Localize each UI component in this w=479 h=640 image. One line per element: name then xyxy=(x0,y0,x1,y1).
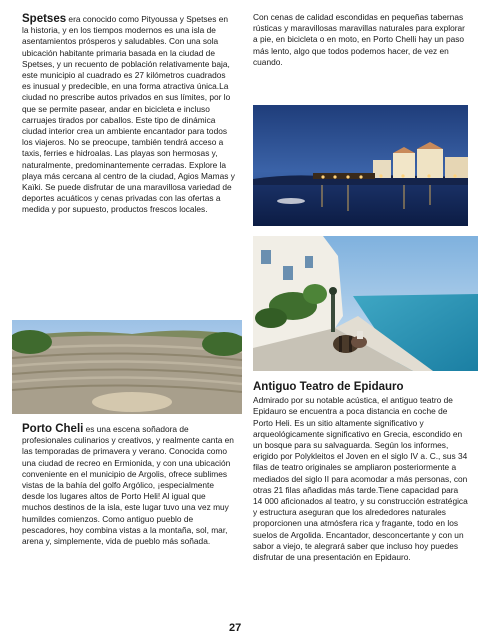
page-number: 27 xyxy=(229,622,242,634)
porto-cheli-text: es una escena soñadora de profesionales culinarios y creativos, y realmente canta en las temporadas de primavera y verano. Conocida como una ciudad de recreo en Ermionida, y con una ubicación conveniente en el municipio de Argolis, ofrece sublimes vistas de la bahía del golfo Argólico, ¡especialmente desde los lugares altos de Porto Heli! Al igual que muchos destinos de la isla, este lugar tuvo una vez muy humildes comienzos. Como antiguo pueblo de pescadores, hoy combina vistas a la montaña, sol, mar, arena y, simplemente, vida de pueblo más soñada. xyxy=(22,424,234,547)
night-harbor-photo xyxy=(253,105,468,226)
epidauro-title: Antiguo Teatro de Epidauro xyxy=(253,381,404,393)
spetses-title: Spetses xyxy=(22,13,67,25)
coastal-walkway-photo xyxy=(253,236,478,371)
spetses-paragraph xyxy=(22,14,236,216)
right-top-text: Con cenas de calidad escondidas en pequeñas tabernas rústicas y maravillosas maravillas naturales para explorar a pie, en bicicleta o en moto, en Porto Chelli hay un paso más lento, algo que todos podemos hacer, de vez en cuando. xyxy=(253,12,465,67)
epidauro-text: Admirado por su notable acústica, el antiguo teatro de Epidauro se encuentra a poca distancia en coche de Porto Heli. Es un sitio altamente significativo y arqueológicamente significativo en Grecia, escondido en un bosque para su salvaguarda. Según los informes, erigido por Polykleitos el Joven en el siglo IV a. C., sus 34 filas de teatro originales se ampliaron posteriormente a mediados del siglo II para acomodar a más personas, con otras 21 filas añadidas más tarde.Tiene capacidad para 14 000 aficionados al teatro, y su construcción estratégica y estructura aseguran que los alrededores naturales proporcionen una atmósfera rica y fragante, todo en los suelos de Argolida. Encantador, desconcertante y con un sabor a viejo, te alegrará saber que incluso hoy puedes disfrutar de una presentación en Epidauro. xyxy=(253,395,468,563)
right-top-paragraph xyxy=(253,12,467,68)
spetses-text: era conocido como Pityoussa y Spetses en la historia, y en los tiempos modernos es una isla de asentamientos prósperos y saludables. Con una sola ubicación habitante primaria basada en la ciudad de Spetses, y un recuento de población relativamente baja, este municipio al cuadrado es 27 kilómetros cuadrados es inusual y predecible, en una forma atractiva única.La ciudad no prescribe autos privados en sus límites, por lo que se permite pasear, andar en bicicleta e incluso carruajes tirados por caballos. Este tipo de dinámica ciudad interior crea un ambiente encantador para todos los viajeros. No se preocupe, también tendrá acceso a taxis, ferries e hidroalas. Las playas son hermosas y, naturalmente, predominantemente cerradas. Explore la playa más cercana al centro de la ciudad, Agios Mamas y Kaïki. Se puede disfrutar de una maravillosa variedad de deportes acuáticos y cenas privadas con las ofertas a medida y por supuesto, productos frescos locales. xyxy=(22,14,235,215)
epidauro-section xyxy=(253,382,469,563)
porto-cheli-paragraph xyxy=(22,424,236,547)
ancient-theater-photo xyxy=(12,320,242,414)
porto-cheli-title: Porto Cheli xyxy=(22,423,84,435)
